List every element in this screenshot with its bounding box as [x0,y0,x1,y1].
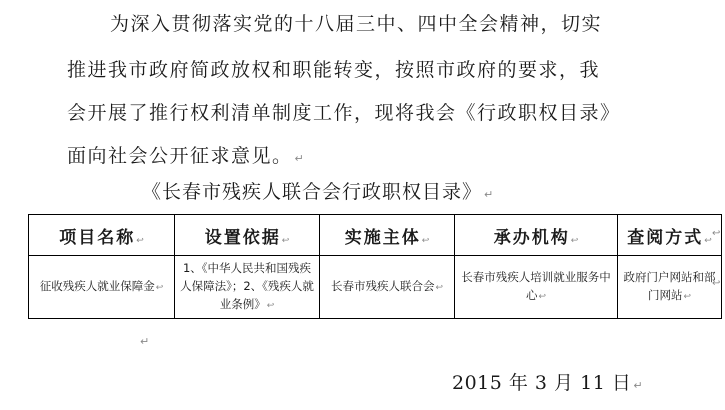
paragraph-mark: ↵ [633,379,643,392]
catalog-table [28,214,722,319]
row-end-mark: ↩ [712,228,721,239]
intro-line-1 [110,12,602,36]
cell-end-mark: ↩ [538,292,547,302]
cell-basis-text: 1、《中华人民共和国残疾人保障法》；2、《残疾人就业条例》 [180,261,314,311]
catalog-title-text: 《长春市残疾人联合会行政职权目录》 [142,181,483,203]
intro-line-3 [67,101,621,125]
intro-line-3-text: 会开展了推行权利清单制度工作，现将我会《行政职权目录》 [67,102,621,124]
header-access [618,215,722,256]
cell-project-name [29,256,175,319]
cell-access-text: 政府门户网站和部门网站 [623,270,716,302]
cell-end-mark: ↩ [136,235,144,246]
row-end-mark: ↩ [712,278,721,289]
header-basis [175,215,320,256]
header-access-text: 查阅方式 [627,227,704,248]
header-project-name [29,215,175,256]
cell-project-name-text: 征收残疾人就业保障金 [39,279,155,293]
header-subject [320,215,455,256]
header-agency [455,215,618,256]
empty-paragraph-mark: ↵ [140,335,150,348]
cell-agency-text: 长春市残疾人培训就业服务中心 [461,270,611,302]
document-date-text: 2015 年 3 月 11 日 [452,372,632,394]
cell-access [618,256,722,319]
intro-line-4 [67,144,304,171]
paragraph-mark: ↵ [294,152,304,165]
cell-end-mark: ↩ [421,235,430,246]
catalog-title [142,180,493,207]
document-date [452,371,643,398]
cell-end-mark: ↩ [683,292,692,302]
cell-end-mark: ↩ [266,301,275,311]
cell-end-mark: ↩ [704,235,712,246]
intro-line-4-text: 面向社会公开征求意见。 [67,145,293,167]
header-basis-text: 设置依据 [204,227,281,248]
cell-agency [455,256,618,319]
paragraph-mark: ↵ [484,188,494,201]
intro-line-1-text: 为深入贯彻落实党的十八届三中、四中全会精神，切实 [110,13,603,35]
intro-line-2 [67,58,600,82]
header-project-name-text: 项目名称 [59,227,136,248]
cell-end-mark: ↩ [155,283,164,293]
cell-subject [320,256,455,319]
cell-basis [175,256,320,319]
cell-subject-text: 长春市残疾人联合会 [330,279,435,293]
cell-end-mark: ↩ [281,235,290,246]
table-header-row [29,215,722,256]
cell-end-mark: ↩ [435,283,444,293]
intro-line-2-text: 推进我市政府简政放权和职能转变，按照市政府的要求，我 [67,59,601,81]
table-row [29,256,722,319]
cell-end-mark: ↩ [570,235,579,246]
header-subject-text: 实施主体 [344,227,421,248]
header-agency-text: 承办机构 [493,227,570,248]
